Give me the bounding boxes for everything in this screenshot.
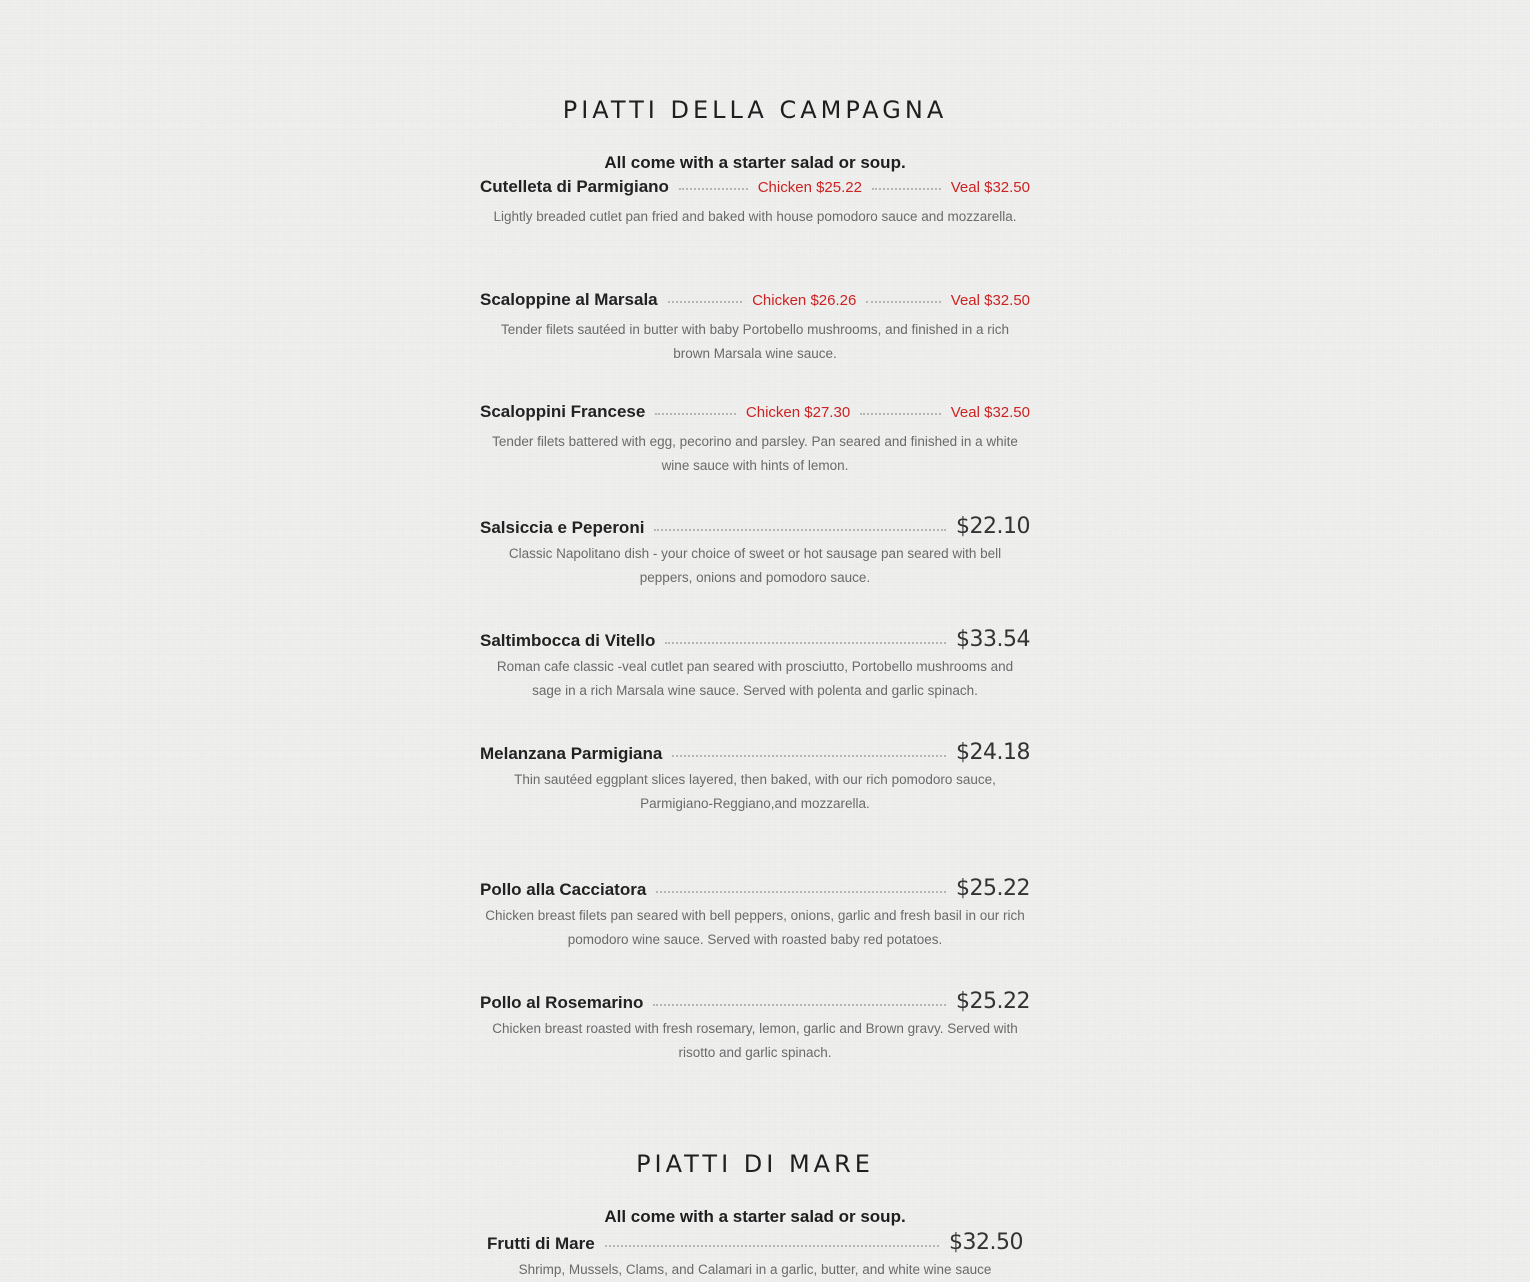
item-price-veal: Veal $32.50: [950, 292, 1031, 309]
dot-leader: [866, 300, 940, 303]
item-price: $22.10: [956, 514, 1030, 539]
item-description: Shrimp, Mussels, Clams, and Calamari in a garlic, butter, and white wine sauce: [518, 1262, 992, 1277]
dot-leader: [872, 187, 941, 190]
item-description: Classic Napolitano dish - your choice of sweet or hot sausage pan seared with bell peppers, onions and pomodoro sauce.: [508, 546, 1002, 585]
section-note-mare: All come with a starter salad or soup.: [604, 1207, 906, 1226]
item-description: Chicken breast filets pan seared with bell peppers, onions, garlic and fresh basil in our rich pomodoro wine sauce. Served with roasted baby red potatoes.: [485, 908, 1025, 947]
menu-item: [487, 1230, 1023, 1282]
menu-item: [480, 989, 1030, 1065]
item-name: Pollo alla Cacciatora: [480, 880, 647, 899]
menu-item-header: [480, 740, 1030, 766]
menu-item-header: [480, 989, 1030, 1015]
item-description: Thin sautéed eggplant slices layered, then baked, with our rich pomodoro sauce, Parmigiano-Reggiano,and mozzarella.: [514, 772, 996, 811]
menu-item-header: [480, 402, 1030, 428]
menu-item-header: [480, 627, 1030, 653]
dot-leader: [605, 1244, 939, 1247]
item-description: Chicken breast roasted with fresh rosemary, lemon, garlic and Brown gravy. Served with risotto and garlic spinach.: [492, 1021, 1018, 1060]
menu-item-header: [480, 876, 1030, 902]
item-name: Frutti di Mare: [487, 1234, 595, 1253]
item-price: $25.22: [956, 876, 1030, 901]
dot-leader: [668, 300, 742, 303]
dot-leader: [656, 890, 946, 893]
menu-item-header: [480, 514, 1030, 540]
dot-leader: [679, 187, 748, 190]
item-description: Tender filets sautéed in butter with baby Portobello mushrooms, and finished in a rich brown Marsala wine sauce.: [500, 322, 1010, 361]
menu-item: [480, 402, 1030, 478]
menu-item: [480, 514, 1030, 590]
item-name: Scaloppini Francese: [480, 402, 646, 421]
item-description: Lightly breaded cutlet pan fried and baked with house pomodoro sauce and mozzarella.: [493, 209, 1017, 224]
dot-leader: [654, 528, 946, 531]
item-price-veal: Veal $32.50: [950, 179, 1030, 196]
menu-item: [480, 876, 1030, 952]
item-price: $33.54: [956, 627, 1030, 652]
item-name: Scaloppine al Marsala: [480, 290, 658, 309]
menu-item: [480, 290, 1030, 366]
item-price-veal: Veal $32.50: [950, 404, 1030, 421]
section-note-campagna: All come with a starter salad or soup.: [604, 153, 906, 172]
menu-item: [480, 740, 1030, 816]
item-price: $25.22: [956, 989, 1030, 1014]
item-name: Pollo al Rosemarino: [480, 993, 644, 1012]
section-title-mare: PIATTI DI MARE: [636, 1150, 874, 1178]
item-description: Tender filets battered with egg, pecorino and parsley. Pan seared and finished in a white wine sauce with hints of lemon.: [492, 434, 1018, 473]
item-price-chicken: Chicken $25.22: [757, 179, 862, 196]
dot-leader: [653, 1003, 946, 1006]
menu-item-header: [480, 177, 1030, 203]
dot-leader: [860, 412, 941, 415]
menu-item-header: [487, 1230, 1023, 1256]
menu-item: [480, 177, 1030, 229]
item-name: Cutelleta di Parmigiano: [480, 177, 669, 196]
dot-leader: [672, 754, 946, 757]
menu-item: [480, 627, 1030, 703]
section-title-campagna: PIATTI DELLA CAMPAGNA: [562, 96, 948, 124]
item-price-chicken: Chicken $27.30: [745, 404, 851, 421]
menu-item-header: [480, 290, 1030, 316]
item-price-chicken: Chicken $26.26: [752, 292, 857, 309]
item-name: Salsiccia e Peperoni: [480, 518, 645, 537]
dot-leader: [655, 412, 736, 415]
item-description: Roman cafe classic -veal cutlet pan seared with prosciutto, Portobello mushrooms and sage in a rich Marsala wine sauce. Served with polenta and garlic spinach.: [496, 659, 1014, 698]
item-price: $32.50: [949, 1230, 1023, 1255]
dot-leader: [665, 641, 946, 644]
item-price: $24.18: [956, 740, 1030, 765]
item-name: Saltimbocca di Vitello: [480, 631, 656, 650]
item-name: Melanzana Parmigiana: [480, 744, 663, 763]
